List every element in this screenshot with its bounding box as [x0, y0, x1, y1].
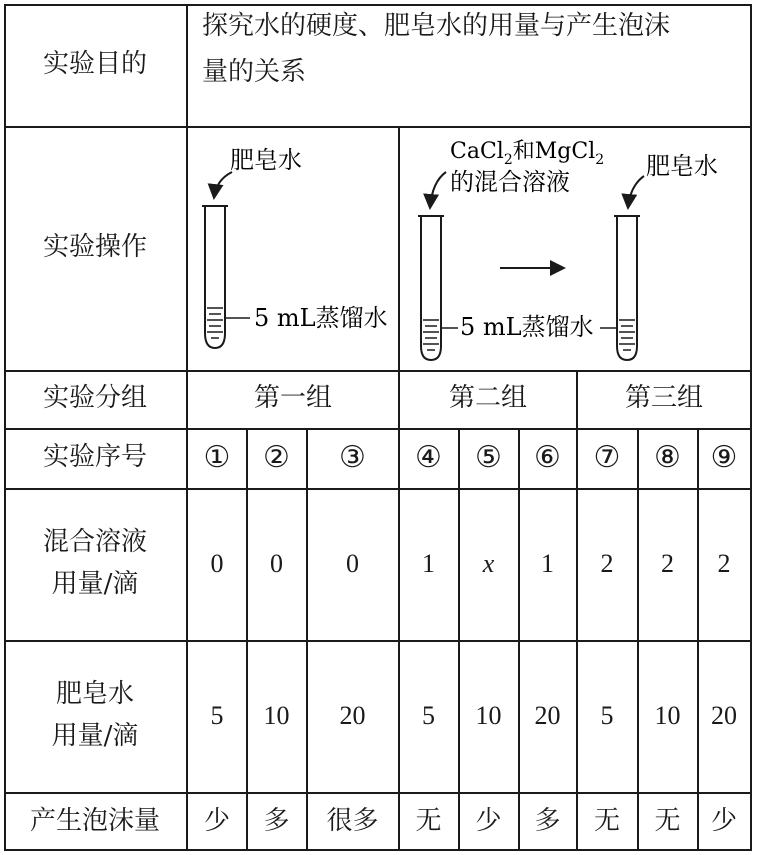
serial-9: ⑨ — [710, 440, 738, 475]
mixed-6: 1 — [541, 549, 554, 579]
mixed-label-line2: 用量/滴 — [51, 569, 139, 599]
mixed-4: 1 — [422, 549, 435, 579]
soap-label-line2: 用量/滴 — [51, 721, 139, 751]
serial-8: ⑧ — [654, 440, 681, 475]
test-tube-left — [202, 206, 250, 348]
soap-8: 10 — [654, 701, 681, 731]
mixed-5: x — [482, 549, 495, 579]
drop-arrow-left — [214, 172, 232, 198]
drop-arrow-right — [628, 176, 644, 208]
purpose-label: 实验目的 — [42, 49, 147, 80]
serial-1: ① — [203, 440, 231, 475]
soap-9: 20 — [711, 701, 737, 731]
right-reagent-label: 肥皂水 — [646, 152, 718, 180]
drop-arrow-mixed — [430, 172, 446, 208]
soap-2: 10 — [263, 701, 290, 731]
soap-1: 5 — [210, 701, 224, 731]
soap-5: 10 — [475, 701, 502, 731]
foam-3: 很多 — [326, 805, 379, 836]
foam-8: 无 — [654, 805, 681, 836]
mixed-1: 0 — [210, 549, 224, 579]
mixed-2: 0 — [270, 549, 283, 579]
serial-2: ② — [263, 440, 290, 475]
foam-9: 少 — [710, 805, 737, 836]
serial-7: ⑦ — [593, 440, 621, 475]
foam-1: 少 — [203, 805, 230, 836]
groups-label: 实验分组 — [42, 383, 147, 414]
soap-6: 20 — [534, 701, 561, 731]
mixed-label-line1: 混合溶液 — [42, 527, 147, 558]
foam-5: 少 — [475, 805, 502, 836]
purpose-text-line2: 量的关系 — [202, 56, 307, 87]
left-tube-label: 5 mL蒸馏水 — [254, 304, 388, 332]
foam-label: 产生泡沫量 — [29, 805, 160, 836]
mixed-solution-label-line2: 的混合溶液 — [450, 168, 570, 196]
mixed-label — [4, 488, 186, 640]
serial-3: ③ — [339, 440, 366, 475]
left-reagent-label: 肥皂水 — [230, 146, 302, 174]
purpose-text — [188, 4, 750, 126]
group-1: 第一组 — [253, 383, 332, 414]
purpose-text-line1: 探究水的硬度、肥皂水的用量与产生泡沫 — [202, 11, 671, 41]
soap-label-line1: 肥皂水 — [55, 679, 134, 710]
mixed-7: 2 — [600, 549, 614, 579]
soap-4: 5 — [422, 701, 435, 731]
group-2: 第二组 — [448, 383, 527, 414]
serial-label: 实验序号 — [42, 442, 147, 473]
foam-2: 多 — [263, 805, 290, 836]
soap-7: 5 — [600, 701, 614, 731]
right-tube-label: 5 mL蒸馏水 — [460, 313, 594, 341]
mixed-solution-label: CaCl$_2$和MgCl$_2$ — [450, 139, 605, 168]
mixed-8: 2 — [661, 549, 674, 579]
group-3: 第三组 — [624, 383, 703, 414]
foam-6: 多 — [534, 805, 561, 836]
test-tube-right — [600, 216, 640, 360]
soap-3: 20 — [339, 701, 366, 731]
test-tube-mixed — [418, 216, 458, 360]
soap-label — [4, 640, 186, 792]
operation-illustration — [188, 128, 750, 370]
mixed-9: 2 — [717, 549, 731, 579]
foam-7: 无 — [593, 805, 620, 836]
operation-label: 实验操作 — [42, 232, 147, 263]
foam-4: 无 — [415, 805, 442, 836]
mixed-3: 0 — [346, 549, 359, 579]
serial-6: ⑥ — [534, 440, 561, 475]
serial-4: ④ — [415, 440, 442, 475]
serial-5: ⑤ — [475, 440, 502, 475]
